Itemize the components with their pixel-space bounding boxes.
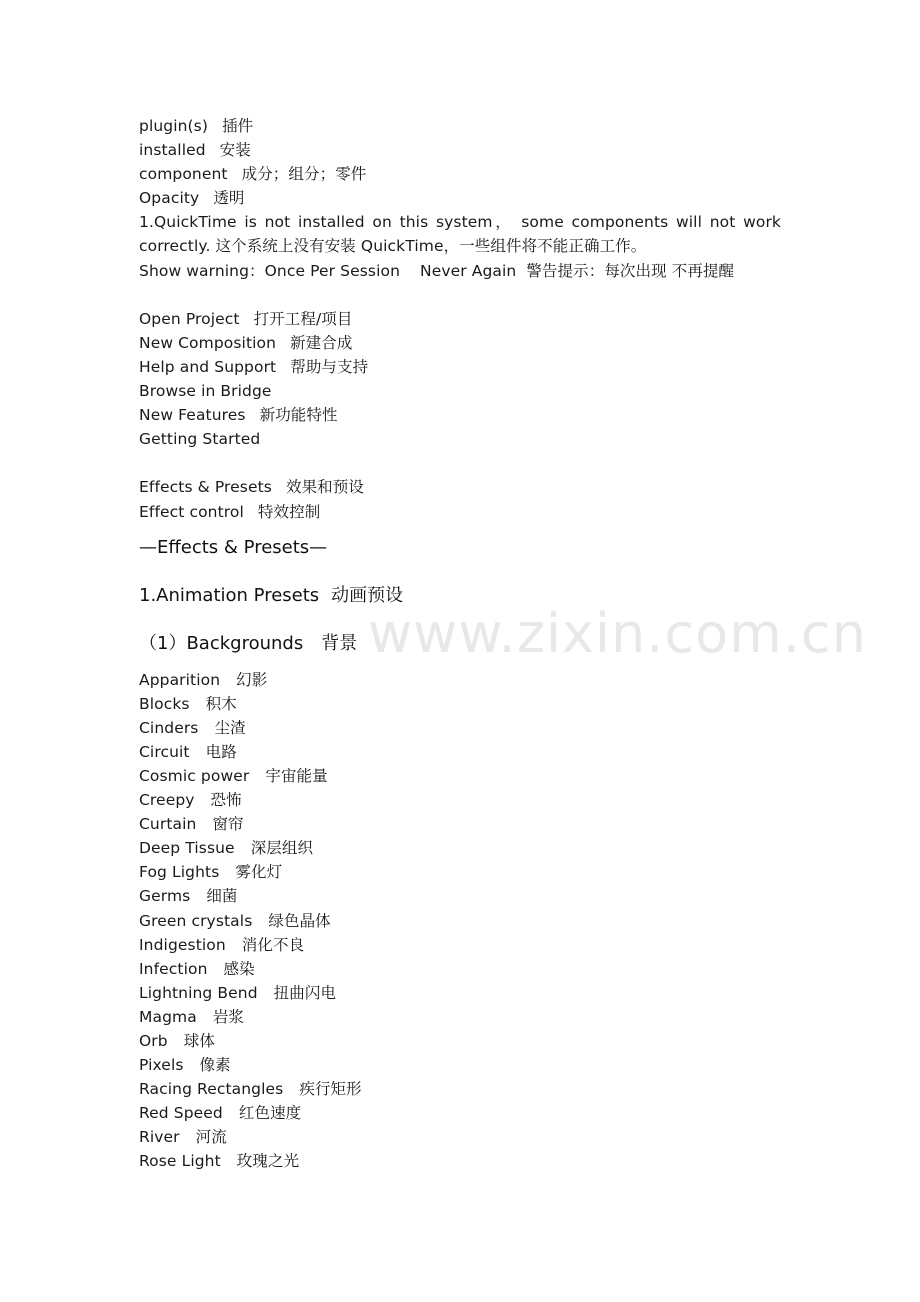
glossary-row	[139, 114, 781, 138]
show-warning-cn: 警告提示：每次出现 不再提醒	[526, 261, 735, 280]
list-item	[139, 788, 781, 812]
preset-name-cn: 像素	[199, 1056, 231, 1075]
preset-name-en: Apparition	[139, 670, 221, 689]
preset-name-cn: 河流	[195, 1128, 227, 1147]
term-en: installed	[139, 141, 206, 160]
list-item	[139, 1101, 781, 1125]
preset-name-en: Lightning Bend	[139, 983, 258, 1002]
list-item	[139, 1053, 781, 1077]
welcome-items	[139, 307, 781, 452]
preset-name-en: Rose Light	[139, 1152, 221, 1171]
preset-name-en: Germs	[139, 887, 191, 906]
preset-name-en: Cinders	[139, 718, 199, 737]
spacer	[139, 283, 781, 307]
preset-name-en: Circuit	[139, 742, 190, 761]
preset-name-en: River	[139, 1128, 180, 1147]
never-again-label: Never Again	[420, 261, 517, 280]
term-cn: 帮助与支持	[290, 357, 369, 376]
preset-name-cn: 感染	[223, 959, 255, 978]
list-item	[139, 1005, 781, 1029]
term-en: Browse in Bridge	[139, 382, 272, 401]
preset-name-en: Racing Rectangles	[139, 1080, 284, 1099]
preset-name-cn: 尘渣	[214, 718, 246, 737]
section-title-en: 1.Animation Presets	[139, 584, 320, 606]
preset-name-en: Indigestion	[139, 935, 226, 954]
preset-name-en: Fog Lights	[139, 863, 220, 882]
list-item	[139, 981, 781, 1005]
preset-name-cn: 扭曲闪电	[273, 983, 337, 1002]
list-item	[139, 933, 781, 957]
preset-name-cn: 宇宙能量	[265, 766, 328, 785]
preset-name-en: Magma	[139, 1007, 197, 1026]
list-item	[139, 1149, 781, 1173]
list-item	[139, 836, 781, 860]
term-cn: 特效控制	[257, 502, 321, 521]
quicktime-message-line1: 1.QuickTime is not installed on this system， some components will not work	[139, 213, 781, 232]
term-cn: 效果和预设	[285, 478, 364, 497]
preset-name-cn: 疾行矩形	[299, 1080, 362, 1099]
list-item	[139, 909, 781, 933]
term-en: Opacity	[139, 189, 200, 208]
glossary-row	[139, 186, 781, 210]
term-cn: 新建合成	[290, 333, 353, 352]
term-en: Effects & Presets	[139, 478, 272, 497]
show-warning-label: Show warning：Once Per Session	[139, 261, 400, 280]
term-en: Getting Started	[139, 430, 261, 449]
list-item	[139, 1029, 781, 1053]
subsection-en: （1）Backgrounds	[139, 632, 304, 654]
subsection-cn: 背景	[321, 632, 358, 654]
preset-name-cn: 绿色晶体	[268, 911, 331, 930]
list-item	[139, 1077, 781, 1101]
glossary-row	[139, 307, 781, 331]
glossary-row	[139, 427, 781, 451]
list-item	[139, 668, 781, 692]
term-cn: 成分；组分；零件	[241, 165, 367, 184]
document-page	[139, 114, 781, 1174]
preset-name-en: Infection	[139, 959, 208, 978]
glossary-row	[139, 379, 781, 403]
preset-name-cn: 深层组织	[250, 839, 314, 858]
section-title-cn: 动画预设	[331, 584, 404, 606]
term-en: Effect control	[139, 502, 244, 521]
term-en: New Composition	[139, 333, 277, 352]
effects-items	[139, 475, 781, 523]
term-en: component	[139, 165, 228, 184]
preset-name-cn: 恐怖	[210, 791, 242, 810]
animation-presets-title	[139, 584, 781, 608]
backgrounds-list	[139, 668, 781, 1174]
list-item	[139, 740, 781, 764]
show-warning-line	[139, 259, 781, 283]
preset-name-cn: 球体	[183, 1032, 215, 1050]
preset-name-cn: 幻影	[236, 670, 268, 689]
preset-name-en: Blocks	[139, 694, 190, 713]
preset-name-en: Orb	[139, 1032, 168, 1050]
watermark: www.zixin.com.cn	[368, 602, 867, 665]
term-en: New Features	[139, 406, 246, 425]
preset-name-en: Red Speed	[139, 1104, 223, 1123]
term-cn: 插件	[222, 117, 254, 135]
list-item	[139, 957, 781, 981]
term-cn: 新功能特性	[259, 406, 338, 425]
list-item	[139, 884, 781, 908]
quicktime-message-line2: correctly. 这个系统上没有安装 QuickTime，一些组件将不能正确工作。	[139, 237, 647, 256]
preset-name-cn: 玫瑰之光	[236, 1152, 300, 1171]
preset-name-cn: 岩浆	[212, 1007, 245, 1026]
section-heading: —Effects & Presets—	[139, 536, 328, 558]
preset-name-cn: 积木	[205, 694, 237, 713]
spacer	[139, 451, 781, 475]
preset-name-en: Pixels	[139, 1056, 184, 1075]
preset-name-cn: 窗帘	[212, 815, 244, 834]
term-cn: 安装	[219, 141, 251, 160]
preset-name-en: Green crystals	[139, 911, 253, 930]
list-item	[139, 1125, 781, 1149]
term-en: plugin(s)	[139, 117, 209, 135]
term-cn: 透明	[213, 189, 245, 208]
preset-name-cn: 雾化灯	[235, 863, 283, 882]
term-en: Help and Support	[139, 357, 277, 376]
preset-name-en: Curtain	[139, 815, 197, 834]
preset-name-cn: 红色速度	[238, 1104, 302, 1123]
glossary-row	[139, 475, 781, 499]
term-en: Open Project	[139, 309, 240, 328]
backgrounds-title	[139, 632, 781, 656]
list-item	[139, 764, 781, 788]
list-item	[139, 716, 781, 740]
preset-name-cn: 电路	[205, 742, 237, 761]
glossary-row	[139, 500, 781, 524]
list-item	[139, 692, 781, 716]
glossary-row	[139, 355, 781, 379]
preset-name-en: Deep Tissue	[139, 839, 235, 858]
glossary-top	[139, 114, 781, 210]
preset-name-en: Creepy	[139, 791, 195, 810]
glossary-row	[139, 403, 781, 427]
term-cn: 打开工程/项目	[253, 309, 353, 328]
glossary-row	[139, 138, 781, 162]
glossary-row	[139, 331, 781, 355]
list-item	[139, 860, 781, 884]
list-item	[139, 812, 781, 836]
glossary-row	[139, 162, 781, 186]
preset-name-en: Cosmic power	[139, 766, 250, 785]
preset-name-cn: 消化不良	[241, 935, 305, 954]
preset-name-cn: 细菌	[206, 887, 238, 906]
